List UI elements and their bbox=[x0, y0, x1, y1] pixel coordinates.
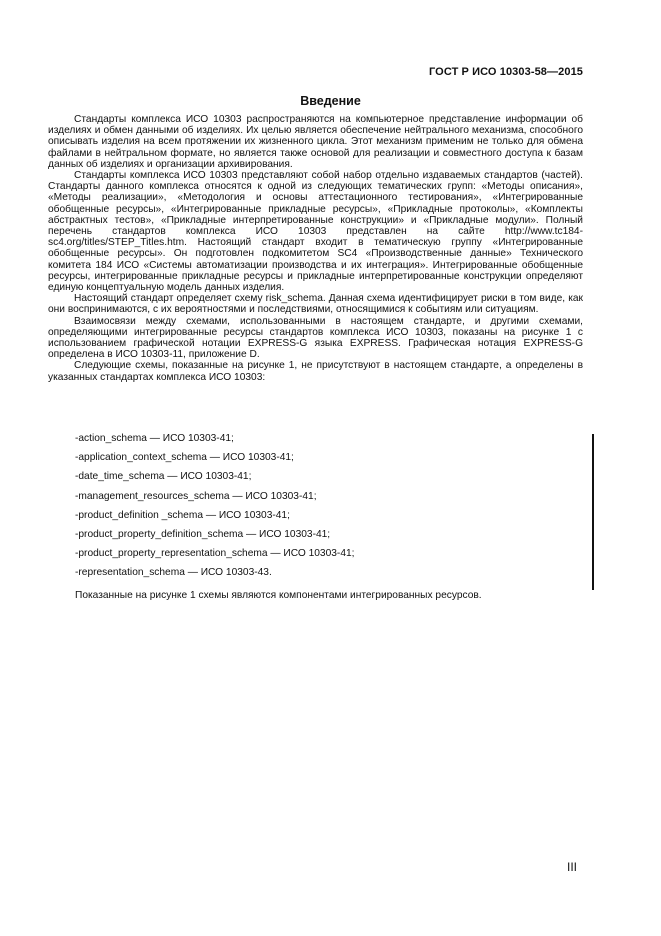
list-item: -application_context_schema — ИСО 10303-41; bbox=[75, 452, 294, 464]
revision-change-bar bbox=[592, 434, 594, 590]
paragraph-risk-schema: Настоящий стандарт определяет схему risk_schema. Данная схема идентифицирует риски в том виде, как они воспринимаются, с их вероятностями и последствиями, относящимися к событиям или ситуациям. bbox=[48, 293, 583, 316]
list-item: -date_time_schema — ИСО 10303-41; bbox=[75, 471, 252, 483]
paragraph-scope: Стандарты комплекса ИСО 10303 распространяются на компьютерное представление информации об изделиях и обмен данными об изделиях. Их целью является обеспечение нейтрального механизма, способного описывать изделия на всем протяжении их жизненного цикла. Этот механизм применим не только для обмена файлами в нейтральном формате, но является также основой для реализации и совместного доступа к базам данных об изделиях и организации архивирования. bbox=[48, 114, 583, 170]
section-title: Введение bbox=[300, 94, 361, 108]
paragraph-external-schemas: Следующие схемы, показанные на рисунке 1, не присутствуют в настоящем стандарте, а определены в указанных стандартах комплекса ИСО 10303: bbox=[48, 360, 583, 383]
introduction-body bbox=[48, 114, 583, 383]
list-item: -product_property_definition_schema — ИСО 10303-41; bbox=[75, 528, 331, 540]
schema-list bbox=[75, 433, 555, 587]
list-item: -product_definition _schema — ИСО 10303-41; bbox=[75, 509, 290, 521]
standard-code-header: ГОСТ Р ИСО 10303-58—2015 bbox=[428, 66, 583, 78]
closing-paragraph: Показанные на рисунке 1 схемы являются компонентами интегрированных ресурсов. bbox=[75, 590, 482, 601]
list-item: -action_schema — ИСО 10303-41; bbox=[75, 433, 234, 444]
paragraph-schema-relations: Взаимосвязи между схемами, использованными в настоящем стандарте, и другими схемами, определяющими интегрированные ресурсы стандартов комплекса ИСО 10303, показаны на рисунке 1 с использованием графической нотации EXPRESS-G языка EXPRESS. Графическая нотация EXPRESS-G определена в ИСО 10303-11, приложение D. bbox=[48, 315, 583, 361]
list-item: -management_resources_schema — ИСО 10303-41; bbox=[75, 490, 317, 502]
list-item: -representation_schema — ИСО 10303-43. bbox=[75, 567, 272, 579]
list-item: -product_property_representation_schema — ИСО 10303-41; bbox=[75, 548, 355, 560]
paragraph-series-structure: Стандарты комплекса ИСО 10303 представляют собой набор отдельно издаваемых стандартов (частей). Стандарты данного комплекса относятся к одной из следующих тематических групп: «Методы описания», «Методы реализации», «Методология и основы аттестационного тестирования», «Интегрированные обобщенные ресурсы», «Интегрированные прикладные ресурсы», «Прикладные протоколы», «Комплекты абстрактных тестов», «Прикладные интерпретированные конструкции» и «Прикладные модули». Полный перечень стандартов комплекса ИСО 10303 представлен на сайте http://www.tc184-sc4.org/titles/STEP_Titles.htm. Настоящий стандарт входит в тематическую группу «Интегрированные обобщенные ресурсы». Он подготовлен подкомитетом SC4 «Производственные данные» Технического комитета 184 ИСО «Системы автоматизации производства и их интеграция». Интегрированные обобщенные ресурсы, интегрированные прикладные ресурсы и прикладные интерпретированные конструкции определяют единую концептуальную модель данных изделия. bbox=[48, 170, 583, 294]
page-number: III bbox=[566, 860, 577, 874]
